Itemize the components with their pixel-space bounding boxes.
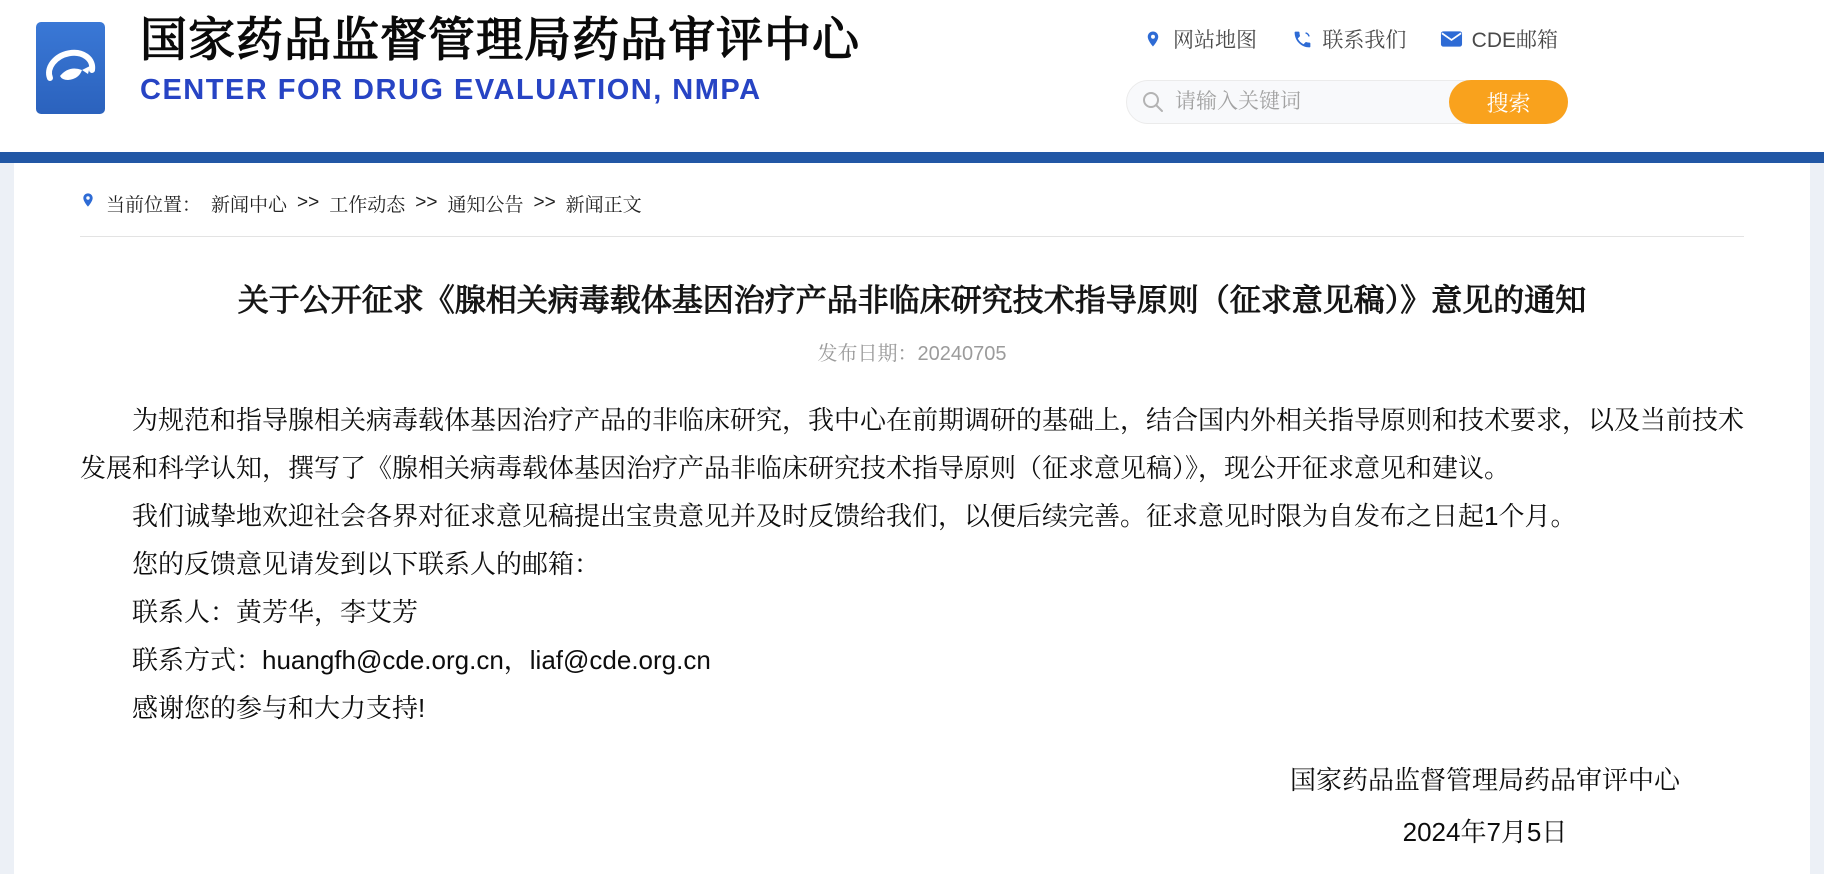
- cde-mail-label: CDE邮箱: [1471, 29, 1558, 52]
- signature-date: 2024年7月5日: [1402, 817, 1568, 847]
- breadcrumb-item-news-center[interactable]: 新闻中心: [211, 194, 288, 216]
- content-card: [14, 163, 1810, 874]
- fish-swoosh-icon: [36, 22, 105, 114]
- cde-logo[interactable]: [36, 22, 105, 114]
- article-title: 关于公开征求《腺相关病毒载体基因治疗产品非临床研究技术指导原则（征求意见稿）》意见的通知: [237, 283, 1587, 318]
- site-map-link[interactable]: [1142, 24, 1257, 54]
- article-body: [80, 396, 1744, 732]
- site-header: [0, 0, 1824, 152]
- breadcrumb-item-work-trends[interactable]: 工作动态: [329, 194, 406, 216]
- signature-org: 国家药品监督管理局药品审评中心: [1289, 765, 1680, 795]
- breadcrumb: [80, 189, 1744, 217]
- header-right: [1126, 24, 1568, 124]
- phone-icon: [1291, 28, 1313, 50]
- location-pin-icon: [1142, 28, 1164, 50]
- search-icon: [1141, 90, 1165, 119]
- paragraph-invitation: 我们诚挚地欢迎社会各界对征求意见稿提出宝贵意见并及时反馈给我们，以便后续完善。征求意见时限为自发布之日起1个月。: [132, 501, 1577, 531]
- breadcrumb-divider: [80, 236, 1744, 237]
- cde-mail-link[interactable]: [1441, 24, 1558, 54]
- contact-us-label: 联系我们: [1322, 29, 1407, 52]
- envelope-icon: [1441, 28, 1463, 50]
- org-name-cn: 国家药品监督管理局药品审评中心: [140, 13, 860, 66]
- org-name-en: CENTER FOR DRUG EVALUATION, NMPA: [140, 74, 762, 106]
- location-pin-icon: [80, 189, 96, 217]
- header-divider-bar: [0, 152, 1824, 163]
- publish-date: 发布日期：20240705: [817, 343, 1007, 365]
- contact-us-link[interactable]: [1291, 24, 1406, 54]
- paragraph-intro: 为规范和指导腺相关病毒载体基因治疗产品的非临床研究，我中心在前期调研的基础上，结合国内外相关指导原则和技术要求，以及当前技术发展和科学认知，撰写了《腺相关病毒载体基因治疗产品非临床研究技术指导原则（征求意见稿）》，现公开征求意见和建议。: [80, 405, 1745, 483]
- breadcrumb-separator: >>: [415, 192, 438, 213]
- breadcrumb-separator: >>: [297, 192, 320, 213]
- signature-block: [1290, 756, 1680, 856]
- header-top-links: [1126, 24, 1568, 54]
- breadcrumb-item-article[interactable]: 新闻正文: [565, 194, 642, 216]
- search-bar: [1126, 80, 1568, 124]
- paragraph-feedback-instruction: 您的反馈意见请发到以下联系人的邮箱：: [132, 549, 601, 579]
- breadcrumb-prefix: 当前位置：: [106, 194, 202, 216]
- site-map-label: 网站地图: [1173, 29, 1257, 52]
- org-name-block: [140, 12, 860, 107]
- paragraph-thanks: 感谢您的参与和大力支持!: [132, 693, 426, 723]
- breadcrumb-item-notices[interactable]: 通知公告: [447, 194, 524, 216]
- paragraph-contact-emails: 联系方式：huangfh@cde.org.cn，liaf@cde.org.cn: [132, 645, 711, 675]
- search-button[interactable]: 搜索: [1449, 80, 1568, 124]
- paragraph-contacts: 联系人：黄芳华，李艾芳: [132, 597, 419, 627]
- breadcrumb-separator: >>: [533, 192, 556, 213]
